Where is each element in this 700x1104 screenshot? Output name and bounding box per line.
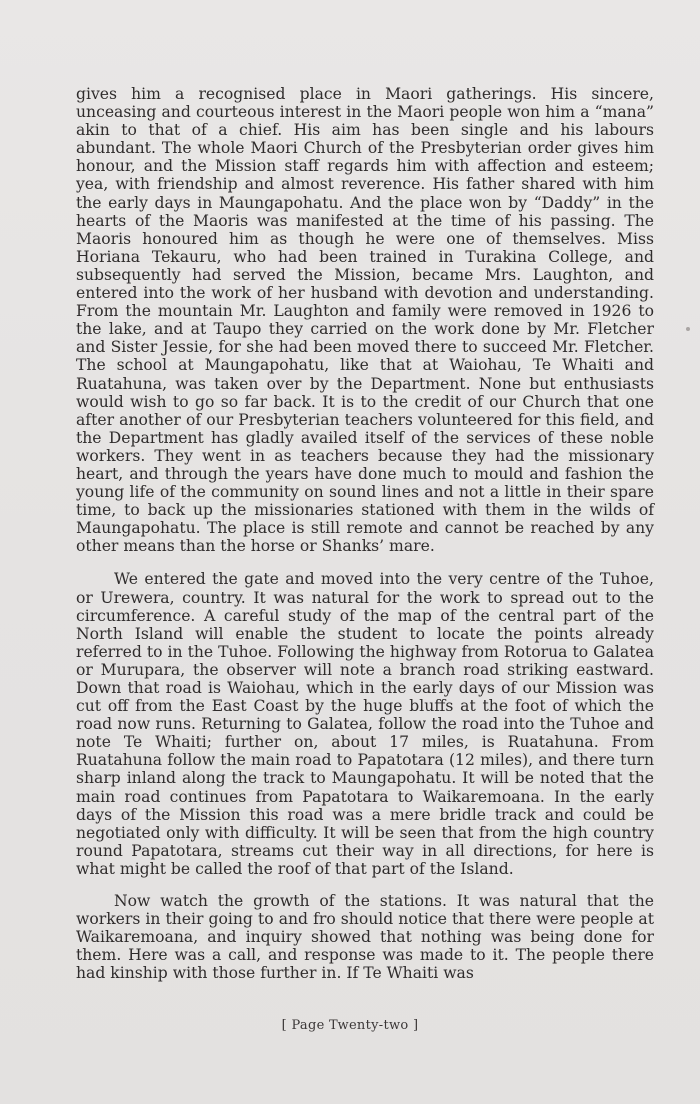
paragraph-1: gives him a recognised place in Maori gatherings. His sincere, unceasing and courteous interest in the Maori people won him a “mana” akin to that of a chief. His aim has been single and his labours abundant. The whole Maori Church of the Presbyterian order gives him honour, and the Mission staff regards him with affection and esteem; yea, with friendship and almost reverence. His father shared with him the early days in Maungapohatu. And the place won by “Daddy” in the hearts of the Maoris was manifested at the time of his passing. The Maoris honoured him as though he were one of themselves. Miss Horiana Tekauru, who had been trained in Turakina College, and subsequently had served the Mission, became Mrs. Laughton, and entered into the work of her husband with devotion and understanding. From the mountain Mr. Laughton and family were removed in 1926 to the lake, and at Taupo they carried on the work done by Mr. Fletcher and Sister Jessie, for she had been moved there to succeed Mr. Fletcher. The school at Maungapohatu, like that at Waiohau, Te Whaiti and Ruatahuna, was taken over by the Department. None but enthusiasts would wish to go so far back. It is to the credit of our Church that one after another of our Presbyterian teachers volunteered for this field, and the Department has gladly availed itself of the services of these noble workers. They went in as teachers because they had the missionary heart, and through the years have done much to mould and fashion the young life of the community on sound lines and not a little in their spare time, to back up the missionaries stationed with them in the wilds of Maungapohatu. The place is still remote and cannot be reached by any other means than the horse or Shanks’ mare. <box>76 85 654 556</box>
paragraph-3: Now watch the growth of the stations. It was natural that the workers in their going to and fro should notice that there were people at Waikaremoana, and inquiry showed that nothing was being done for them. Here was a call, and response was made to it. The people there had kinship with those further in. If Te Whaiti was <box>76 892 654 983</box>
body-text <box>76 85 654 983</box>
paragraph-2: We entered the gate and moved into the very centre of the Tuhoe, or Urewera, country. It was natural for the work to spread out to the circumference. A careful study of the map of the central part of the North Island will enable the student to locate the points already referred to in the Tuhoe. Following the highway from Rotorua to Galatea or Murupara, the observer will note a branch road striking eastward. Down that road is Waiohau, which in the early days of our Mission was cut off from the East Coast by the huge bluffs at the foot of which the road now runs. Returning to Galatea, follow the road into the Tuhoe and note Te Whaiti; further on, about 17 miles, is Ruatahuna. From Ruatahuna follow the main road to Papatotara (12 miles), and there turn sharp inland along the track to Maungapohatu. It will be noted that the main road continues from Papatotara to Waikaremoana. In the early days of the Mission this road was a mere bridle track and could be negotiated only with difficulty. It will be seen that from the high country round Papatotara, streams cut their way in all directions, for here is what might be called the roof of that part of the Island. <box>76 570 654 878</box>
page-number-footer: [ Page Twenty-two ] <box>281 1018 419 1033</box>
paper-speck <box>686 327 690 331</box>
